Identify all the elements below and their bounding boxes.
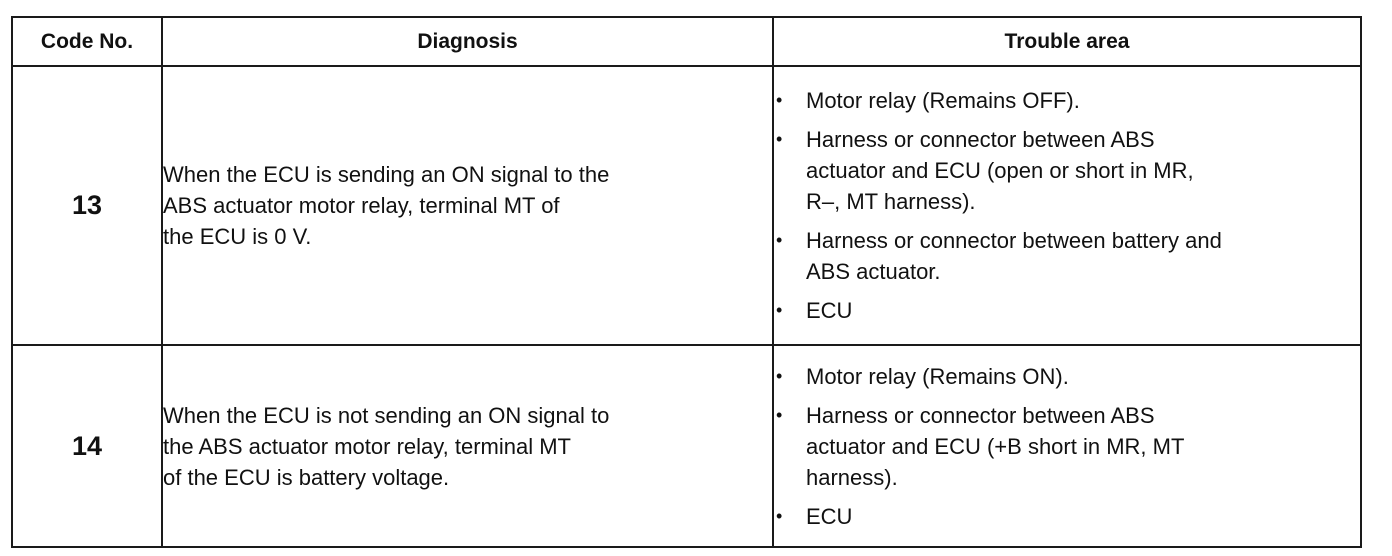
table-row: [12, 345, 1361, 547]
header-diagnosis: Diagnosis: [162, 17, 773, 66]
code-number: 14: [12, 345, 162, 547]
trouble-area-cell: [773, 345, 1361, 547]
trouble-area-text: ECU: [806, 298, 853, 323]
bullet-icon: •: [776, 129, 783, 149]
bullet-icon: •: [776, 365, 783, 386]
trouble-area-cell: [773, 66, 1361, 345]
bullet-icon: •: [776, 300, 783, 320]
trouble-area-text: Harness or connector between ABS actuator and ECU (open or short in MR, R–, MT harness).: [806, 127, 1194, 214]
diagnosis-text: When the ECU is not sending an ON signal to the ABS actuator motor relay, terminal MT of the ECU is battery voltage.: [163, 402, 610, 490]
trouble-area-text: ECU: [806, 503, 853, 529]
diagnosis-text: When the ECU is sending an ON signal to the ABS actuator motor relay, terminal MT of the ECU is 0 V.: [163, 162, 610, 249]
list-item: [774, 85, 1360, 116]
list-item: [774, 295, 1360, 326]
list-item: [774, 225, 1360, 287]
bullet-icon: •: [776, 404, 783, 425]
header-code-no: Code No.: [12, 17, 162, 66]
trouble-area-text: Motor relay (Remains OFF).: [806, 88, 1080, 113]
trouble-area-text: Harness or connector between battery and ABS actuator.: [806, 228, 1222, 284]
list-item: [774, 361, 1360, 392]
trouble-area-text: Motor relay (Remains ON).: [806, 363, 1069, 389]
code-number: 13: [12, 66, 162, 345]
diagnostic-code-table: [11, 16, 1362, 548]
trouble-area-text: Harness or connector between ABS actuator and ECU (+B short in MR, MT harness).: [806, 402, 1185, 490]
trouble-area-list: [774, 85, 1360, 326]
table-row: [12, 66, 1361, 345]
trouble-area-list: [774, 361, 1360, 532]
bullet-icon: •: [776, 230, 783, 250]
table-header-row: [12, 17, 1361, 66]
list-item: [774, 501, 1360, 532]
diagnosis-cell: [162, 345, 773, 547]
header-trouble-area: Trouble area: [773, 17, 1361, 66]
bullet-icon: •: [776, 90, 783, 110]
bullet-icon: •: [776, 505, 783, 526]
list-item: [774, 400, 1360, 493]
diagnosis-cell: [162, 66, 773, 345]
list-item: [774, 124, 1360, 217]
